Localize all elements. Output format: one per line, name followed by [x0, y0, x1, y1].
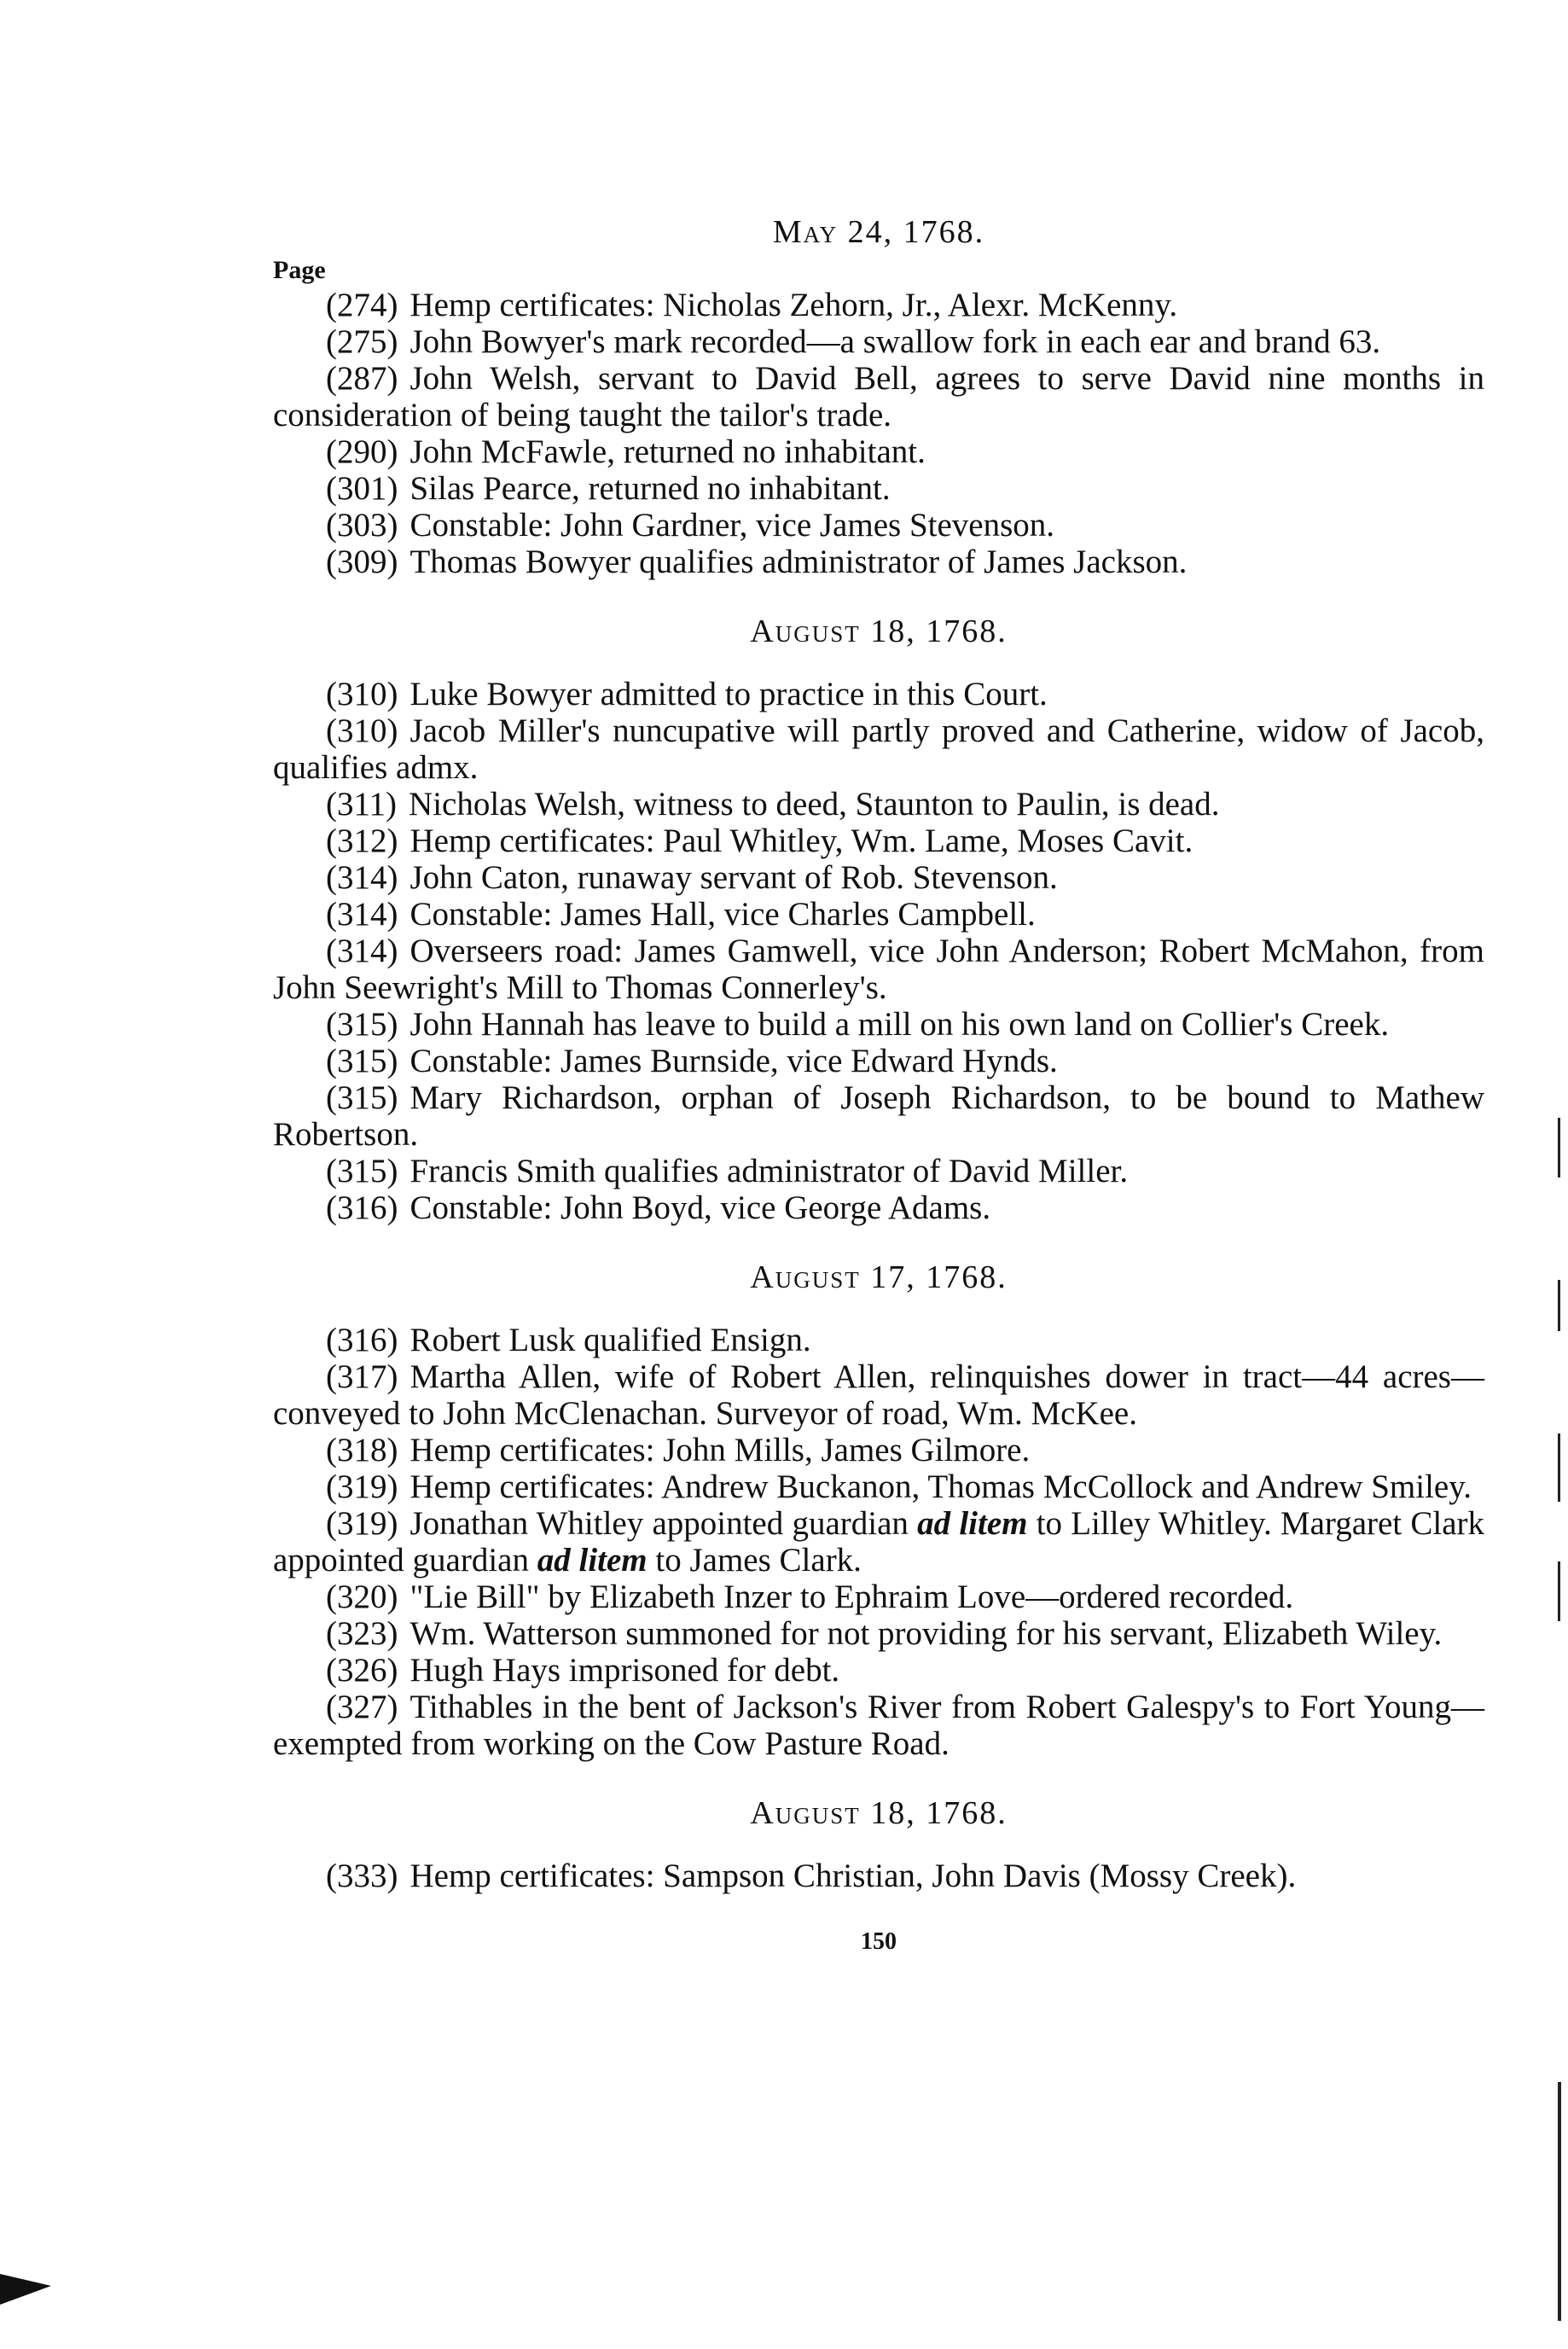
entry-ref: (320) [326, 1579, 398, 1615]
entry-text: Constable: John Gardner, vice James Stevenson. [409, 507, 1055, 544]
entry-ref: (315) [326, 1153, 398, 1189]
entry-ref: (319) [326, 1468, 398, 1505]
entry-text: "Lie Bill" by Elizabeth Inzer to Ephraim Love—ordered recorded. [409, 1579, 1294, 1615]
entry [273, 433, 1484, 470]
entry-italic: ad litem [917, 1505, 1028, 1542]
entry-ref: (316) [326, 1322, 398, 1358]
entry-text: Wm. Watterson summoned for not providing for his servant, Elizabeth Wiley. [409, 1615, 1443, 1652]
entry [273, 1006, 1484, 1043]
entry [273, 1043, 1484, 1079]
entry-ref: (317) [326, 1358, 398, 1395]
entry-text: Martha Allen, wife of Robert Allen, relinquishes dower in tract—44 acres—conveyed to John McClenachan. Surveyor of road, Wm. McKee. [273, 1358, 1484, 1432]
entry-text: Constable: John Boyd, vice George Adams. [409, 1189, 991, 1226]
entry-ref: (315) [326, 1006, 398, 1043]
section-heading: August 17, 1768. [750, 1259, 1008, 1295]
entry [273, 1358, 1484, 1432]
entry-text: Jonathan Whitley appointed guardian [409, 1505, 918, 1542]
entry-text: Mary Richardson, orphan of Joseph Richardson, to be bound to Mathew Robertson. [273, 1079, 1484, 1153]
entry-list [273, 287, 1484, 580]
entry-text: Hemp certificates: Andrew Buckanon, Thomas McCollock and Andrew Smiley. [409, 1468, 1472, 1505]
entry [273, 786, 1484, 823]
entry [273, 933, 1484, 1006]
entry-ref: (314) [326, 933, 398, 969]
entry [273, 1322, 1484, 1358]
scan-edge-mark [1558, 1561, 1560, 1621]
entry [273, 1153, 1484, 1189]
page-number: 150 [861, 1928, 897, 1955]
entry-ref: (309) [326, 544, 398, 580]
entry-ref: (311) [326, 786, 398, 823]
entry-ref: (287) [326, 360, 398, 397]
entry-ref: (326) [326, 1652, 398, 1689]
scan-edge-mark [1558, 1280, 1560, 1331]
entry [273, 544, 1484, 580]
entry-list [273, 676, 1484, 1226]
entry-text: John Caton, runaway servant of Rob. Stevenson. [409, 859, 1058, 896]
entry-text: Robert Lusk qualified Ensign. [409, 1322, 811, 1358]
entry-text: Hemp certificates: Nicholas Zehorn, Jr., Alexr. McKenny. [409, 287, 1178, 323]
entry-list [273, 1858, 1484, 1894]
entry [273, 1858, 1484, 1894]
entry-text: Overseers road: James Gamwell, vice John Anderson; Robert McMahon, from John Seewright's Mill to Thomas Connerley's. [273, 933, 1484, 1006]
document-page [273, 213, 1484, 1956]
entry-ref: (333) [326, 1858, 398, 1894]
entry [273, 1505, 1484, 1579]
entry-text: Luke Bowyer admitted to practice in this Court. [409, 676, 1048, 712]
entry [273, 712, 1484, 786]
entry-text: Hemp certificates: John Mills, James Gilmore. [409, 1432, 1031, 1468]
entry-text: John Welsh, servant to David Bell, agrees to serve David nine months in consideration of being taught the tailor's trade. [273, 360, 1484, 433]
entry [273, 507, 1484, 544]
entry-text: Silas Pearce, returned no inhabitant. [409, 470, 891, 507]
entry-ref: (275) [326, 323, 398, 360]
entry-ref: (323) [326, 1615, 398, 1652]
entry-text: John McFawle, returned no inhabitant. [409, 433, 926, 470]
entry-ref: (274) [326, 287, 398, 323]
entry-text: John Bowyer's mark recorded—a swallow fork in each ear and brand 63. [409, 323, 1381, 360]
entry-text: Francis Smith qualifies administrator of David Miller. [409, 1153, 1129, 1189]
section-heading: August 18, 1768. [750, 613, 1008, 649]
entry [273, 823, 1484, 859]
entry-text: Hemp certificates: Paul Whitley, Wm. Lame, Moses Cavit. [409, 823, 1193, 859]
entry [273, 896, 1484, 933]
entry-text: Nicholas Welsh, witness to deed, Staunton to Paulin, is dead. [409, 786, 1220, 823]
entry-ref: (310) [326, 676, 398, 712]
entry [273, 1615, 1484, 1652]
entry-text: Tithables in the bent of Jackson's River from Robert Galespy's to Fort Young—exempted from working on the Cow Pasture Road. [273, 1689, 1484, 1762]
entry [273, 360, 1484, 433]
entry [273, 470, 1484, 507]
entry [273, 859, 1484, 896]
entry-ref: (314) [326, 859, 398, 896]
entry-ref: (312) [326, 823, 398, 859]
entry-italic: ad litem [537, 1542, 648, 1579]
entry-text: John Hannah has leave to build a mill on his own land on Collier's Creek. [409, 1006, 1390, 1043]
section-heading: May 24, 1768. [772, 214, 985, 250]
scan-edge-mark [1558, 2082, 1561, 2321]
entry [273, 323, 1484, 360]
entry-ref: (316) [326, 1189, 398, 1226]
entry [273, 1432, 1484, 1468]
entry-ref: (315) [326, 1043, 398, 1079]
scan-edge-mark [1558, 1433, 1560, 1502]
entry [273, 676, 1484, 712]
entry-ref: (314) [326, 896, 398, 933]
entry [273, 1468, 1484, 1505]
scan-corner-mark [0, 2274, 51, 2305]
entry-ref: (310) [326, 712, 398, 749]
page-label: Page [273, 256, 326, 284]
entry [273, 1689, 1484, 1762]
entry-ref: (327) [326, 1689, 398, 1725]
entry [273, 1579, 1484, 1615]
entry [273, 1652, 1484, 1689]
entry-text: Constable: James Hall, vice Charles Campbell. [409, 896, 1036, 933]
entry-text: Thomas Bowyer qualifies administrator of James Jackson. [409, 544, 1188, 580]
entry [273, 287, 1484, 323]
entry-text: Hugh Hays imprisoned for debt. [409, 1652, 840, 1689]
entry-ref: (303) [326, 507, 398, 544]
entry [273, 1079, 1484, 1153]
entry [273, 1189, 1484, 1226]
entry-ref: (318) [326, 1432, 398, 1468]
entry-ref: (319) [326, 1505, 398, 1542]
entry-text: to James Clark. [647, 1542, 862, 1579]
entry-ref: (315) [326, 1079, 398, 1116]
entry-text: Jacob Miller's nuncupative will partly proved and Catherine, widow of Jacob, qualifies admx. [273, 712, 1484, 786]
section-heading: August 18, 1768. [750, 1795, 1008, 1831]
entry-text: to Lilley Whitley. Margaret Clark appointed guardian [273, 1505, 1484, 1579]
entry-ref: (301) [326, 470, 398, 507]
entry-list [273, 1322, 1484, 1762]
entry-text: Constable: James Burnside, vice Edward Hynds. [409, 1043, 1058, 1079]
scan-edge-mark [1558, 1118, 1560, 1177]
entry-ref: (290) [326, 433, 398, 470]
entry-text: Hemp certificates: Sampson Christian, John Davis (Mossy Creek). [409, 1858, 1297, 1894]
